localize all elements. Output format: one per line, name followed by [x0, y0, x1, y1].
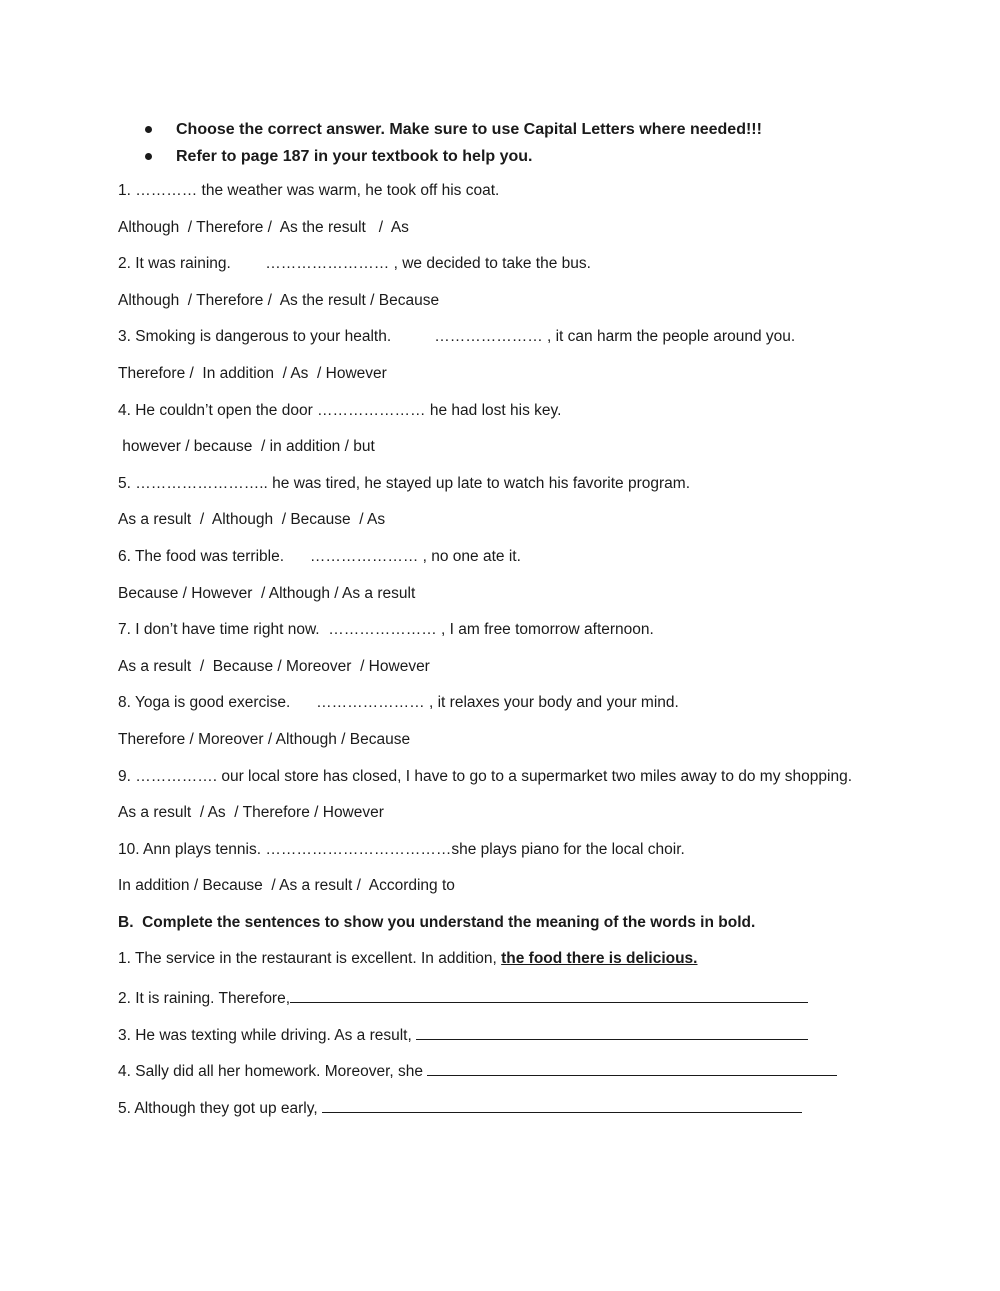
question-text: 6. The food was terrible. ………………… , no one ate it.: [118, 547, 521, 565]
sentence-item: [118, 949, 938, 969]
question-text: 7. I don’t have time right now. ………………… , I am free tomorrow afternoon.: [118, 621, 654, 639]
answer-options: In addition / Because / As a result / According to: [118, 877, 455, 895]
question-text: 9. ……………. our local store has closed, I have to go to a supermarket two miles away to do my shopping.: [118, 767, 853, 785]
answer-blank[interactable]: [322, 1096, 802, 1113]
sentence-text: 2. It is raining. Therefore,: [118, 990, 291, 1008]
sample-answer: the food there is delicious.: [501, 950, 698, 968]
sentence-text: 1. The service in the restaurant is excellent. In addition,: [118, 950, 502, 968]
instructions-list: [140, 116, 762, 170]
question-text: 2. It was raining. …………………… , we decided to take the bus.: [118, 255, 591, 273]
question-text: 10. Ann plays tennis. ………………………………she plays piano for the local choir.: [118, 840, 685, 858]
question-text: 4. He couldn’t open the door ………………… he had lost his key.: [118, 401, 562, 419]
answer-options: Although / Therefore / As the result / As: [118, 218, 409, 236]
instruction-item: [140, 116, 762, 143]
instruction-item: [140, 143, 762, 170]
answer-options: however / because / in addition / but: [118, 438, 375, 456]
answer-options: As a result / Because / Moreover / However: [118, 657, 430, 675]
question-text: 5. …………………….. he was tired, he stayed up late to watch his favorite program.: [118, 474, 691, 492]
bullet-icon: [145, 126, 152, 133]
question-text: 1. ………… the weather was warm, he took off his coat.: [118, 182, 500, 199]
question-text: 8. Yoga is good exercise. ………………… , it relaxes your body and your mind.: [118, 694, 679, 712]
answer-blank[interactable]: [427, 1059, 837, 1076]
part-b-heading: B. Complete the sentences to show you understand the meaning of the words in bold.: [118, 913, 756, 931]
question-text: 3. Smoking is dangerous to your health. ………………… , it can harm the people around you.: [118, 328, 796, 346]
sentence-item: [118, 1023, 938, 1043]
instruction-text: Refer to page 187 in your textbook to help you.: [176, 148, 533, 165]
sentence-item: [118, 1059, 938, 1079]
answer-options: Therefore / In addition / As / However: [118, 364, 387, 382]
answer-options: Therefore / Moreover / Although / Because: [118, 730, 411, 748]
answer-blank[interactable]: [416, 1023, 808, 1040]
answer-options: As a result / Although / Because / As: [118, 511, 386, 529]
answer-blank[interactable]: [290, 986, 808, 1003]
answer-options: Although / Therefore / As the result / Because: [118, 291, 440, 309]
sentence-item: [118, 1096, 938, 1116]
exercise-content: [118, 181, 938, 1132]
sentence-item: [118, 986, 938, 1006]
answer-options: As a result / As / Therefore / However: [118, 804, 384, 822]
instruction-text: Choose the correct answer. Make sure to use Capital Letters where needed!!!: [176, 121, 762, 138]
sentence-text: 4. Sally did all her homework. Moreover, she: [118, 1063, 428, 1081]
bullet-icon: [145, 153, 152, 160]
answer-options: Because / However / Although / As a result: [118, 584, 416, 602]
sentence-text: 5. Although they got up early,: [118, 1099, 322, 1117]
sentence-text: 3. He was texting while driving. As a result,: [118, 1026, 417, 1044]
